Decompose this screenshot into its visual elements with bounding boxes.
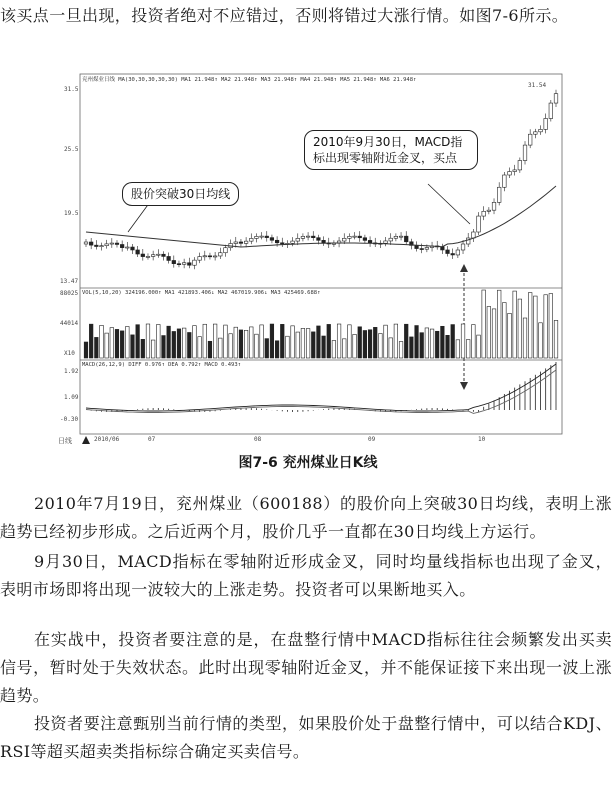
volume-bar [456, 340, 460, 358]
volume-bar [239, 330, 243, 358]
candle-up [151, 255, 155, 257]
volume-bar [348, 325, 352, 358]
volume-bar [120, 331, 124, 358]
volume-bar [415, 326, 419, 358]
intro-paragraph: 该买点一旦出现，投资者绝对不应错过，否则将错过大涨行情。如图7-6所示。 [0, 6, 569, 25]
candle-down [368, 240, 372, 242]
volume-bar [162, 336, 166, 358]
date-axis-label: 08 [254, 436, 262, 443]
volume-bar [420, 333, 424, 358]
volume-bar [89, 324, 93, 358]
candle-down [363, 238, 367, 241]
volume-bar [544, 295, 548, 358]
candle-up [260, 236, 264, 237]
candle-down [317, 238, 321, 241]
volume-bar [115, 329, 119, 358]
candle-up [182, 263, 186, 265]
candle-up [146, 256, 150, 257]
candle-up [126, 247, 130, 248]
volume-bar [451, 325, 455, 358]
candle-down [446, 250, 450, 254]
date-axis-label: 2010/06 [94, 436, 120, 443]
price-axis-label: 13.47 [60, 278, 79, 285]
volume-bar [84, 342, 88, 358]
candle-down [167, 256, 171, 260]
volume-bar [394, 324, 398, 358]
candle-down [275, 240, 279, 243]
macd-panel-header: MACD(26,12,9) DIFF 0.976↑ DEA 0.792↑ MACD 0.493↑ [82, 362, 241, 368]
volume-bar [167, 326, 171, 358]
signal-arrow-head-down [460, 382, 468, 390]
volume-bar [492, 309, 496, 358]
volume-bar [404, 324, 408, 358]
volume-bar [518, 299, 522, 358]
candle-up [249, 238, 253, 241]
candle-up [492, 202, 496, 210]
candle-down [115, 243, 119, 244]
date-axis-label: 09 [368, 436, 376, 443]
candle-up [353, 236, 357, 237]
candle-up [425, 248, 429, 250]
volume-bar [255, 334, 259, 358]
date-axis-label: 日线 [58, 437, 72, 445]
price-axis-label: 31.5 [64, 86, 79, 93]
candle-up [534, 132, 538, 134]
figure-caption: 图7-6 兖州煤业日K线 [238, 455, 378, 471]
candle-down [322, 240, 326, 242]
volume-bar [472, 325, 476, 358]
chart-frame [80, 74, 562, 434]
candle-up [110, 243, 114, 244]
candle-up [84, 242, 88, 244]
volume-bar [373, 327, 377, 358]
body-paragraph-1: 2010年7月19日，兖州煤业（600188）的股价向上突破30日均线，表明上涨趋势已经初步形成。之后近两个月，股价几乎一直都在30日均线上方运行。 [0, 494, 612, 541]
candle-up [477, 216, 481, 232]
callout-left-pointer [128, 202, 150, 232]
volume-bar [249, 327, 253, 358]
volume-bar [389, 338, 393, 358]
callout-macd-golden-cross: 2010年9月30日，MACD指标出现零轴附近金叉，买点 [304, 130, 478, 170]
volume-bar [100, 325, 104, 358]
candle-up [105, 244, 109, 246]
candle-up [213, 256, 217, 257]
candle-up [472, 232, 476, 238]
volume-axis-label: 44014 [60, 320, 79, 327]
volume-bar [270, 324, 274, 358]
volume-bar [265, 339, 269, 358]
volume-bar [430, 329, 434, 358]
volume-bar [358, 327, 362, 358]
volume-bar [182, 328, 186, 358]
volume-bar [110, 328, 114, 358]
volume-bar [466, 340, 470, 358]
candle-up [528, 134, 532, 145]
candle-down [136, 250, 140, 254]
volume-bar [337, 324, 341, 358]
candle-up [203, 256, 207, 257]
volume-bar [280, 324, 284, 358]
volume-bar [275, 341, 279, 358]
signal-arrow-head-up [460, 264, 468, 272]
candle-up [100, 246, 104, 247]
candle-down [415, 245, 419, 248]
candle-up [296, 238, 300, 241]
candle-up [461, 244, 465, 250]
candle-up [291, 241, 295, 243]
candle-down [280, 243, 284, 244]
body-paragraph-3: 在实战中，投资者要注意的是，在盘整行情中MACD指标往往会频繁发出买卖信号，暂时处于失效状态。此时出现零轴附近金叉，并不能保证接下来出现一波上涨趋势。 [0, 630, 612, 705]
volume-bar [218, 338, 222, 358]
candle-down [172, 260, 176, 263]
candle-down [95, 245, 99, 246]
date-axis-label: 10 [478, 436, 486, 443]
volume-bar [539, 323, 543, 358]
candle-down [141, 254, 145, 257]
volume-bar [198, 337, 202, 358]
volume-bar [157, 325, 161, 358]
volume-bar [435, 331, 439, 358]
candle-down [451, 254, 455, 255]
volume-bar [446, 335, 450, 358]
candle-down [187, 263, 191, 265]
volume-bar [213, 324, 217, 358]
volume-bar [105, 333, 109, 358]
volume-bar [177, 329, 181, 358]
candle-up [306, 236, 310, 237]
volume-bar [461, 324, 465, 358]
volume-bar [554, 320, 558, 358]
volume-bar [384, 325, 388, 358]
volume-bar [203, 324, 207, 358]
volume-bar [306, 329, 310, 358]
candle-up [389, 238, 393, 241]
volume-bar [363, 330, 367, 358]
macd-diff-line [86, 364, 556, 411]
candle-up [234, 242, 238, 244]
candle-down [311, 236, 315, 238]
volume-bar [497, 290, 501, 358]
macd-dea-line [86, 370, 556, 413]
candle-up [157, 254, 161, 255]
body-paragraph-4: 投资者要注意甄别当前行情的类型，如果股价处于盘整行情中，可以结合KDJ、RSI等超买超卖类指标综合确定买卖信号。 [0, 714, 612, 761]
candle-up [482, 211, 486, 216]
candle-down [404, 236, 408, 242]
candle-up [224, 248, 228, 253]
volume-bar [368, 330, 372, 358]
volume-bar [410, 337, 414, 358]
candle-down [208, 256, 212, 257]
macd-axis-label: 1.09 [64, 394, 79, 401]
volume-bar [286, 336, 290, 358]
candle-down [265, 236, 269, 238]
candle-up [193, 260, 197, 265]
volume-bar [399, 342, 403, 358]
price-axis-label: 19.5 [64, 210, 79, 217]
volume-bar [126, 327, 130, 358]
volume-bar [193, 326, 197, 358]
volume-bar [95, 337, 99, 358]
volume-bar [549, 294, 553, 358]
volume-bar [244, 330, 248, 358]
body-paragraph-2: 9月30日，MACD指标在零轴附近形成金叉，同时均量线指标也出现了金叉，表明市场即将出现一波较大的上涨走势。投资者可以果断地买入。 [0, 552, 612, 599]
volume-bar [425, 328, 429, 358]
candle-up [198, 257, 202, 261]
candle-up [218, 253, 222, 256]
volume-bar [208, 341, 212, 358]
candle-up [513, 170, 517, 172]
volume-bar [136, 325, 140, 358]
candle-down [162, 254, 166, 256]
top-price-label: 31.54 [528, 82, 547, 89]
candle-down [131, 247, 135, 250]
candle-up [508, 172, 512, 175]
kline-chart [58, 72, 564, 444]
candle-up [544, 118, 548, 129]
candle-up [244, 241, 248, 243]
volume-bar [353, 334, 357, 358]
volume-bar [317, 326, 321, 358]
candle-down [177, 264, 181, 265]
candle-down [239, 242, 243, 243]
volume-bar [508, 313, 512, 358]
volume-bar [234, 327, 238, 358]
candle-up [487, 210, 491, 211]
volume-bar [146, 324, 150, 358]
volume-bar [523, 318, 527, 358]
callout-right-pointer [428, 184, 470, 224]
candle-up [503, 175, 507, 187]
date-axis-marker-icon [82, 436, 90, 444]
candle-up [394, 236, 398, 238]
volume-bar [534, 296, 538, 358]
price-panel-header: 兖州煤业日线 MA(30,30,30,30,30) MA1 21.948↑ MA2 21.948↑ MA3 21.948↑ MA4 21.948↑ MA5 21.948↑ MA6 21.948↑ [82, 77, 417, 83]
candle-up [518, 161, 522, 170]
candle-up [497, 187, 501, 202]
volume-bar [342, 339, 346, 358]
volume-bar [291, 326, 295, 358]
volume-bar [296, 332, 300, 358]
candle-up [348, 236, 352, 238]
volume-axis-label: X10 [64, 350, 75, 357]
candle-down [270, 238, 274, 241]
volume-bar [224, 325, 228, 358]
volume-bar [187, 332, 191, 358]
candle-down [89, 242, 93, 245]
volume-panel-header: VOL(5,10,20) 324196.000↑ MA1 421893.406↓ MA2 467019.906↓ MA3 425469.688↑ [82, 290, 321, 296]
volume-bar [477, 335, 481, 358]
price-axis-label: 25.5 [64, 146, 79, 153]
candle-down [358, 236, 362, 238]
volume-bar [301, 328, 305, 358]
volume-bar [322, 336, 326, 358]
volume-bar [229, 334, 233, 358]
volume-bar [327, 324, 331, 358]
volume-axis-label: 88025 [60, 290, 79, 297]
volume-bar [260, 325, 264, 358]
macd-axis-label: -0.30 [60, 416, 79, 423]
kline-chart-svg [58, 72, 564, 444]
volume-bar [482, 290, 486, 358]
volume-bar [528, 293, 532, 358]
candle-up [342, 238, 346, 241]
volume-bar [151, 340, 155, 358]
candle-down [420, 249, 424, 250]
volume-bar [441, 326, 445, 358]
volume-bar [332, 341, 336, 358]
volume-bar [131, 335, 135, 358]
candle-up [466, 238, 470, 244]
candle-up [301, 236, 305, 238]
macd-axis-label: 1.92 [64, 368, 79, 375]
date-axis-label: 07 [148, 436, 156, 443]
candle-down [120, 244, 124, 247]
candle-up [523, 145, 527, 160]
volume-bar [379, 334, 383, 358]
volume-bar [311, 332, 315, 358]
candle-up [456, 250, 460, 255]
volume-bar [172, 331, 176, 358]
volume-bar [513, 291, 517, 358]
candle-up [539, 129, 543, 131]
candle-up [384, 241, 388, 243]
volume-bar [503, 303, 507, 358]
candle-up [549, 103, 553, 118]
candle-up [255, 236, 259, 238]
candle-up [399, 236, 403, 237]
candle-up [554, 94, 558, 103]
volume-bar [141, 339, 145, 358]
volume-bar [487, 307, 491, 358]
callout-breakout-30ma: 股价突破30日均线 [122, 182, 239, 206]
